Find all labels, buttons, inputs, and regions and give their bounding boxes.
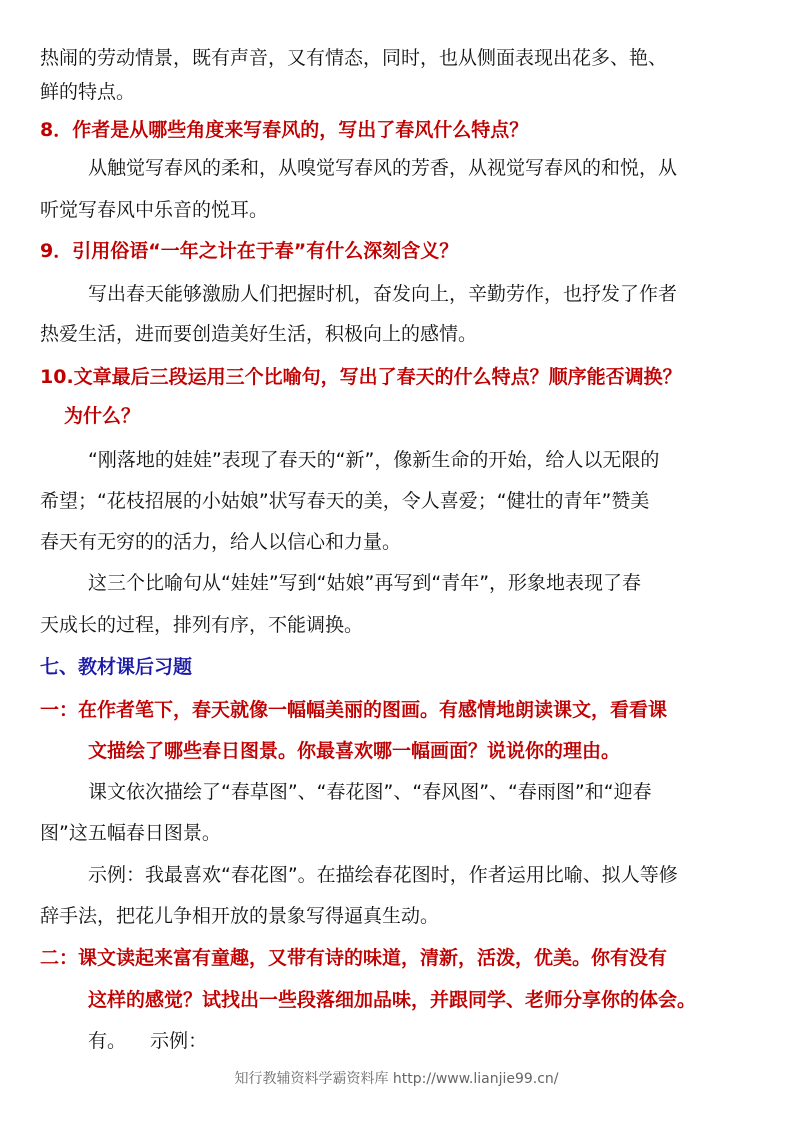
answer-10-line: 希望；“花枝招展的小姑娘”状写春天的美，令人喜爱；“健壮的青年”赞美 (40, 490, 650, 512)
exercise-1-cont: 文描绘了哪些春日图景。你最喜欢哪一幅画面？说说你的理由。 (88, 740, 621, 762)
answer-9-line: 写出春天能够激励人们把握时机，奋发向上，辛勤劳作，也抒发了作者 (88, 283, 678, 305)
exercise-1-example: 示例：我最喜欢“春花图”。在描绘春花图时，作者运用比喻、拟人等修 (88, 864, 678, 886)
footer-watermark: 知行教辅资料学霸资料库 http://www.lianjie99.cn/ (234, 1071, 559, 1087)
answer-10-line: “刚落地的娃娃”表现了春天的“新”，像新生命的开始，给人以无限的 (88, 449, 660, 471)
section-heading: 七、教材课后习题 (40, 656, 193, 678)
answer-10-line: 这三个比喻句从“娃娃”写到“姑娘”再写到“青年”，形象地表现了春 (88, 572, 642, 594)
exercise-2-cont: 这样的感觉？试找出一些段落细加品味，并跟同学、老师分享你的体会。 (88, 989, 697, 1011)
answer-10-line: 春天有无穷的的活力，给人以信心和力量。 (40, 531, 402, 553)
answer-9-line: 热爱生活，进而要创造美好生活，积极向上的感情。 (40, 323, 478, 345)
answer-8-line: 听觉写春风中乐音的悦耳。 (40, 199, 269, 221)
question-10: 10.文章最后三段运用三个比喻句，写出了春天的什么特点？顺序能否调换？ (40, 366, 682, 388)
answer-10-line: 天成长的过程，排列有序，不能调换。 (40, 614, 364, 636)
question-8: 8．作者是从哪些角度来写春风的，写出了春风什么特点？ (40, 119, 529, 141)
paragraph-line: 鲜的特点。 (40, 81, 136, 103)
exercise-1-answer: 课文依次描绘了“春草图”、“春花图”、“春风图”、“春雨图”和“迎春 (88, 781, 652, 803)
paragraph-line: 热闹的劳动情景，既有声音，又有情态，同时，也从侧面表现出花多、艳、 (40, 47, 668, 69)
answer-8-line: 从触觉写春风的柔和，从嗅觉写春风的芳香，从视觉写春风的和悦，从 (88, 157, 678, 179)
exercise-1-example: 辞手法，把花儿争相开放的景象写得逼真生动。 (40, 905, 440, 927)
question-9: 9．引用俗语“一年之计在于春”有什么深刻含义？ (40, 240, 459, 262)
exercise-2: 二：课文读起来富有童趣，又带有诗的味道，清新，活泼，优美。你有没有 (40, 947, 668, 969)
exercise-1-answer: 图”这五幅春日图景。 (40, 822, 221, 844)
exercise-1: 一：在作者笔下，春天就像一幅幅美丽的图画。有感情地朗读课文，看看课 (40, 699, 668, 721)
question-10-cont: 为什么？ (64, 405, 141, 427)
exercise-2-answer: 有。 示例： (88, 1030, 208, 1052)
